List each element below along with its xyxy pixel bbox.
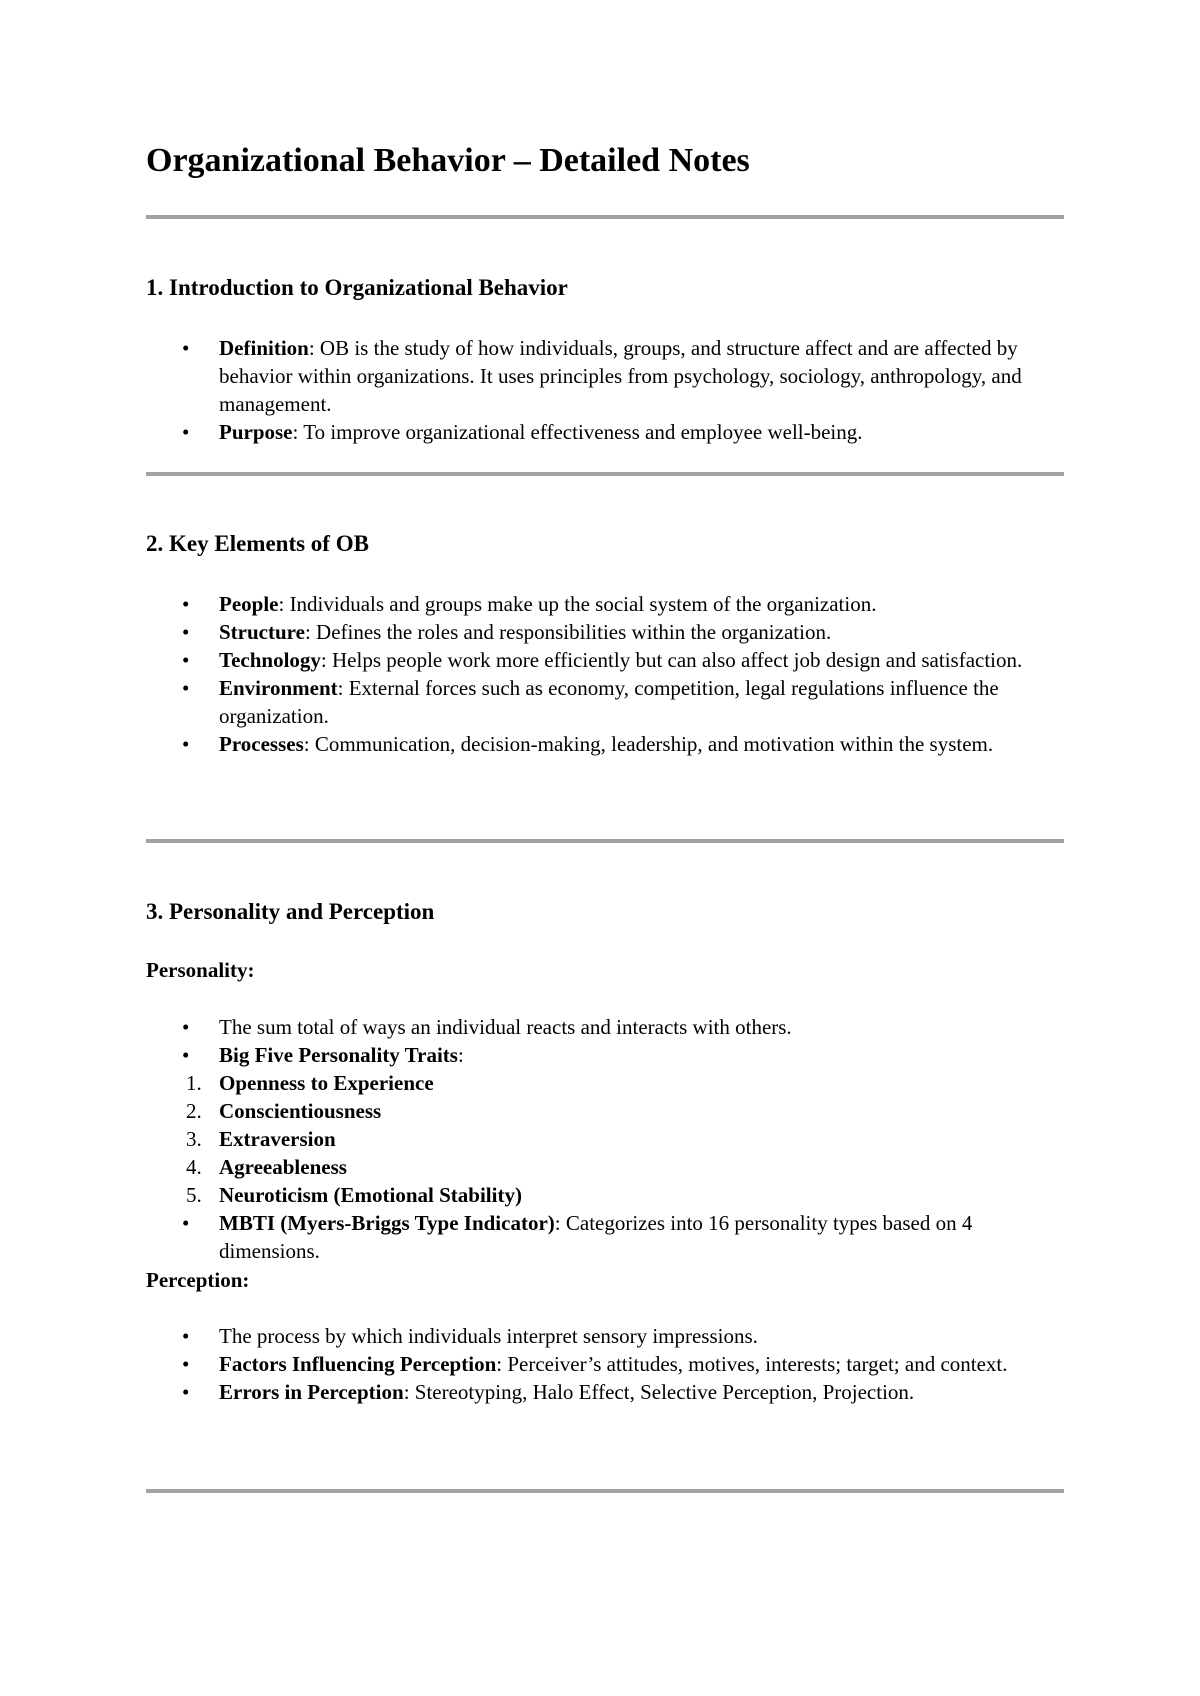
trait-label: Neuroticism (Emotional Stability) <box>219 1183 522 1207</box>
item-text: : Helps people work more efficiently but can also affect job design and satisfaction. <box>320 648 1023 672</box>
trait-item: 3. Extraversion <box>186 1127 336 1151</box>
horizontal-rule <box>146 215 1064 219</box>
list-item-errors <box>146 1378 1064 1406</box>
big-five-traits-list <box>146 1069 1064 1209</box>
item-label: Definition <box>219 336 309 360</box>
list-item-personality-definition <box>146 1013 1064 1041</box>
bullet-list-key-elements <box>146 590 1064 758</box>
trait-label: Extraversion <box>219 1127 336 1151</box>
list-item-people <box>146 590 1064 618</box>
item-label: Errors in Perception <box>219 1380 404 1404</box>
traits-container <box>146 1069 1064 1209</box>
horizontal-rule <box>146 472 1064 476</box>
item-label: Technology <box>219 648 321 672</box>
document-title: Organizational Behavior – Detailed Notes <box>146 142 750 179</box>
item-label: Environment <box>219 676 338 700</box>
section-heading-introduction: 1. Introduction to Organizational Behavior <box>146 275 568 300</box>
trait-label: Openness to Experience <box>219 1071 434 1095</box>
trait-item: 2. Conscientiousness <box>186 1099 382 1123</box>
item-text: : Individuals and groups make up the social system of the organization. <box>278 592 877 616</box>
horizontal-rule <box>146 1489 1064 1493</box>
trait-item: 5. Neuroticism (Emotional Stability) <box>186 1183 522 1207</box>
item-text: : Defines the roles and responsibilities within the organization. <box>304 620 832 644</box>
section-heading-key-elements: 2. Key Elements of OB <box>146 531 369 556</box>
subheading-perception: Perception: <box>146 1268 250 1292</box>
item-text: : OB is the study of how individuals, groups, and structure affect and are affected by behavior within organizations. It uses principles from psychology, sociology, anthropology, and management. <box>219 336 1022 416</box>
list-item-mbti <box>146 1209 1064 1265</box>
item-text: : Stereotyping, Halo Effect, Selective Perception, Projection. <box>403 1380 915 1404</box>
list-item-environment <box>146 674 1064 730</box>
bullet-list-introduction <box>146 334 1064 446</box>
item-text: : External forces such as economy, competition, legal regulations influence the organization. <box>219 676 999 728</box>
list-item-technology <box>146 646 1064 674</box>
item-label: Purpose <box>219 420 293 444</box>
list-item-structure <box>146 618 1064 646</box>
item-label: MBTI (Myers-Briggs Type Indicator) <box>219 1211 555 1235</box>
item-label: Big Five Personality Traits <box>219 1043 458 1067</box>
item-text: : Categorizes into 16 personality types based on 4 dimensions. <box>219 1211 973 1263</box>
item-text: : Communication, decision-making, leadership, and motivation within the system. <box>303 732 994 756</box>
item-label: Processes <box>219 732 304 756</box>
list-item-purpose <box>146 418 1064 446</box>
item-label: Structure <box>219 620 305 644</box>
item-text: : To improve organizational effectiveness and employee well-being. <box>292 420 863 444</box>
trait-item: 1. Openness to Experience <box>186 1071 434 1095</box>
item-label: People <box>219 592 279 616</box>
item-text: The sum total of ways an individual reacts and interacts with others. <box>219 1015 792 1039</box>
item-label: Factors Influencing Perception <box>219 1352 497 1376</box>
item-text: : Perceiver’s attitudes, motives, interests; target; and context. <box>496 1352 1008 1376</box>
list-item-factors <box>146 1350 1064 1378</box>
list-item-definition <box>146 334 1064 418</box>
list-item-perception-definition <box>146 1322 1064 1350</box>
bullet-list-personality <box>146 1013 1064 1265</box>
section-heading-personality-perception: 3. Personality and Perception <box>146 899 435 924</box>
list-item-processes <box>146 730 1064 758</box>
trait-label: Agreeableness <box>219 1155 347 1179</box>
trait-label: Conscientiousness <box>219 1099 382 1123</box>
item-text: : <box>457 1043 464 1067</box>
item-text: The process by which individuals interpret sensory impressions. <box>219 1324 758 1348</box>
subheading-personality: Personality: <box>146 958 255 982</box>
trait-item: 4. Agreeableness <box>186 1155 347 1179</box>
list-item-big-five <box>146 1041 1064 1069</box>
horizontal-rule <box>146 839 1064 843</box>
bullet-list-perception <box>146 1322 1064 1406</box>
